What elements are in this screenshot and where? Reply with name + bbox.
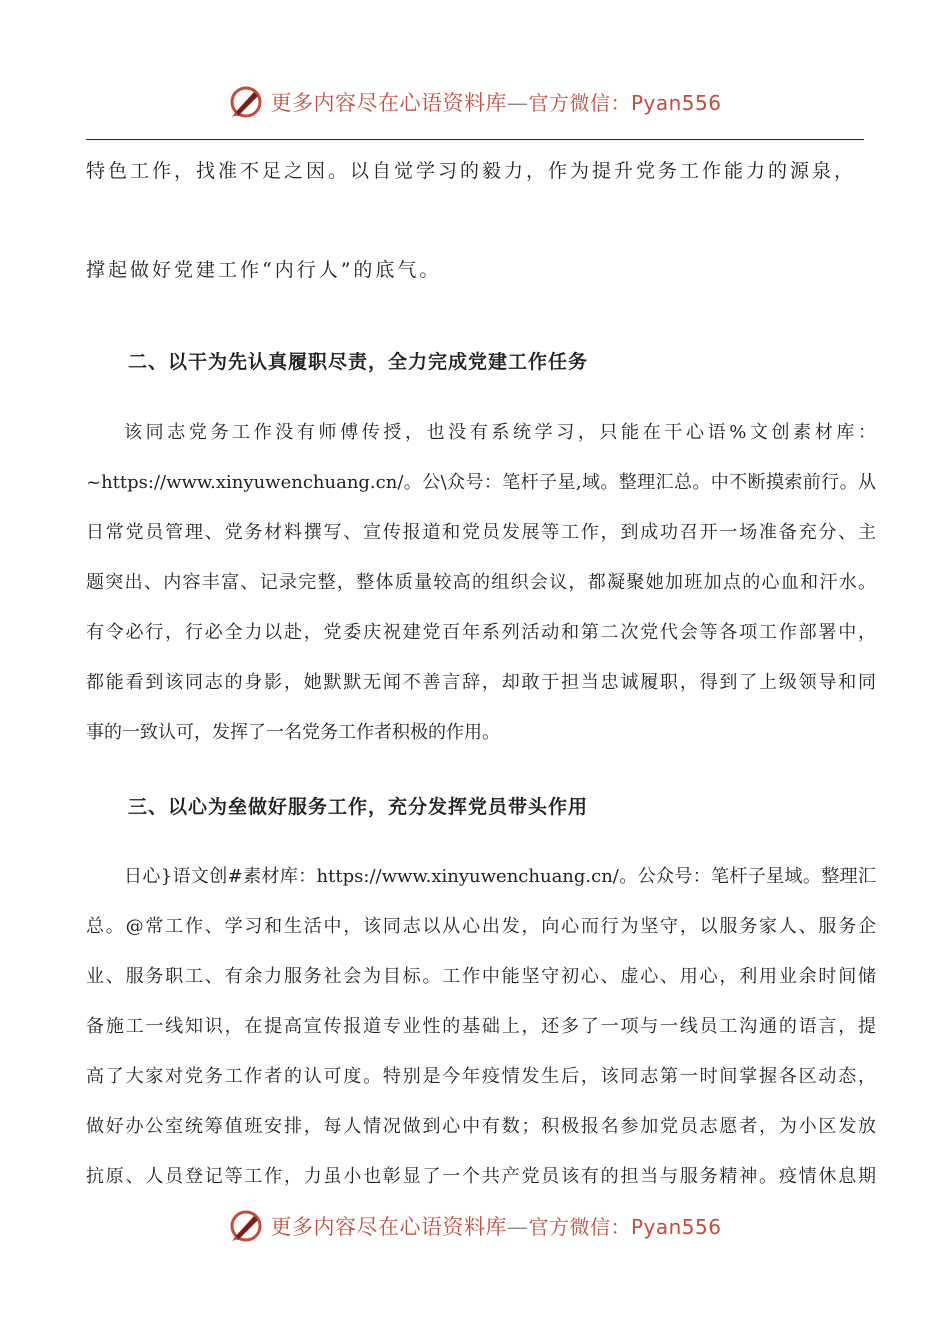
paragraph-line: 业、服务职工、有余力服务社会为目标。工作中能坚守初心、虚心、用心，利用业余时间储	[86, 966, 876, 987]
paragraph-line: 题突出、内容丰富、记录完整，整体质量较高的组织会议，都凝聚她加班加点的心血和汗水。	[86, 572, 876, 593]
header-divider	[86, 139, 864, 140]
pen-logo-icon	[228, 84, 264, 120]
paragraph-line: 该同志党务工作没有师傅传授，也没有系统学习，只能在干心语%文创素材库：	[124, 422, 876, 443]
section-3-heading: 三、以心为垒做好服务工作，充分发挥党员带头作用	[128, 796, 589, 818]
header-brand-text: 更多内容尽在心语资料库—官方微信：Pyan556	[270, 91, 722, 115]
intro-line-1: 特色工作，找准不足之因。以自觉学习的毅力，作为提升党务工作能力的源泉，	[86, 160, 857, 182]
paragraph-line: 高了大家对党务工作者的认可度。特别是今年疫情发生后，该同志第一时间掌握各区动态，	[86, 1066, 876, 1087]
paragraph-line: 都能看到该同志的身影，她默默无闻不善言辞，却敢于担当忠诚履职，得到了上级领导和同	[86, 672, 876, 693]
header-banner	[0, 84, 950, 120]
section-2-heading: 二、以干为先认真履职尽责，全力完成党建工作任务	[128, 351, 589, 373]
paragraph-line: 有令必行，行必全力以赴，党委庆祝建党百年系列活动和第二次党代会等各项工作部署中，	[86, 622, 876, 643]
paragraph-line: 日心}语文创#素材库：https://www.xinyuwenchuang.cn/。公众号：笔杆子星域。整理汇	[124, 866, 876, 887]
section-2-paragraph	[86, 408, 876, 758]
intro-line-2: 撑起做好党建工作“内行人”的底气。	[86, 259, 442, 281]
pen-logo-icon	[228, 1208, 264, 1244]
footer-banner	[0, 1208, 950, 1244]
paragraph-line: 日常党员管理、党务材料撰写、宣传报道和党员发展等工作，到成功召开一场准备充分、主	[86, 522, 876, 543]
paragraph-line: 做好办公室统筹值班安排，每人情况做到心中有数；积极报名参加党员志愿者，为小区发放	[86, 1116, 876, 1137]
paragraph-line: 备施工一线知识，在提高宣传报道专业性的基础上，还多了一项与一线员工沟通的语言，提	[86, 1016, 876, 1037]
paragraph-line: 总。@常工作、学习和生活中，该同志以从心出发，向心而行为坚守，以服务家人、服务企	[86, 916, 876, 937]
section-3-paragraph	[86, 852, 876, 1202]
paragraph-line: 事的一致认可，发挥了一名党务工作者积极的作用。	[86, 722, 500, 743]
paragraph-line: ~https://www.xinyuwenchuang.cn/。公\众号：笔杆子星,域。整理汇总。中不断摸索前行。从	[86, 472, 876, 493]
footer-brand-text: 更多内容尽在心语资料库—官方微信：Pyan556	[270, 1215, 722, 1239]
paragraph-line: 抗原、人员登记等工作，力虽小也彰显了一个共产党员该有的担当与服务精神。疫情休息期	[86, 1166, 876, 1187]
